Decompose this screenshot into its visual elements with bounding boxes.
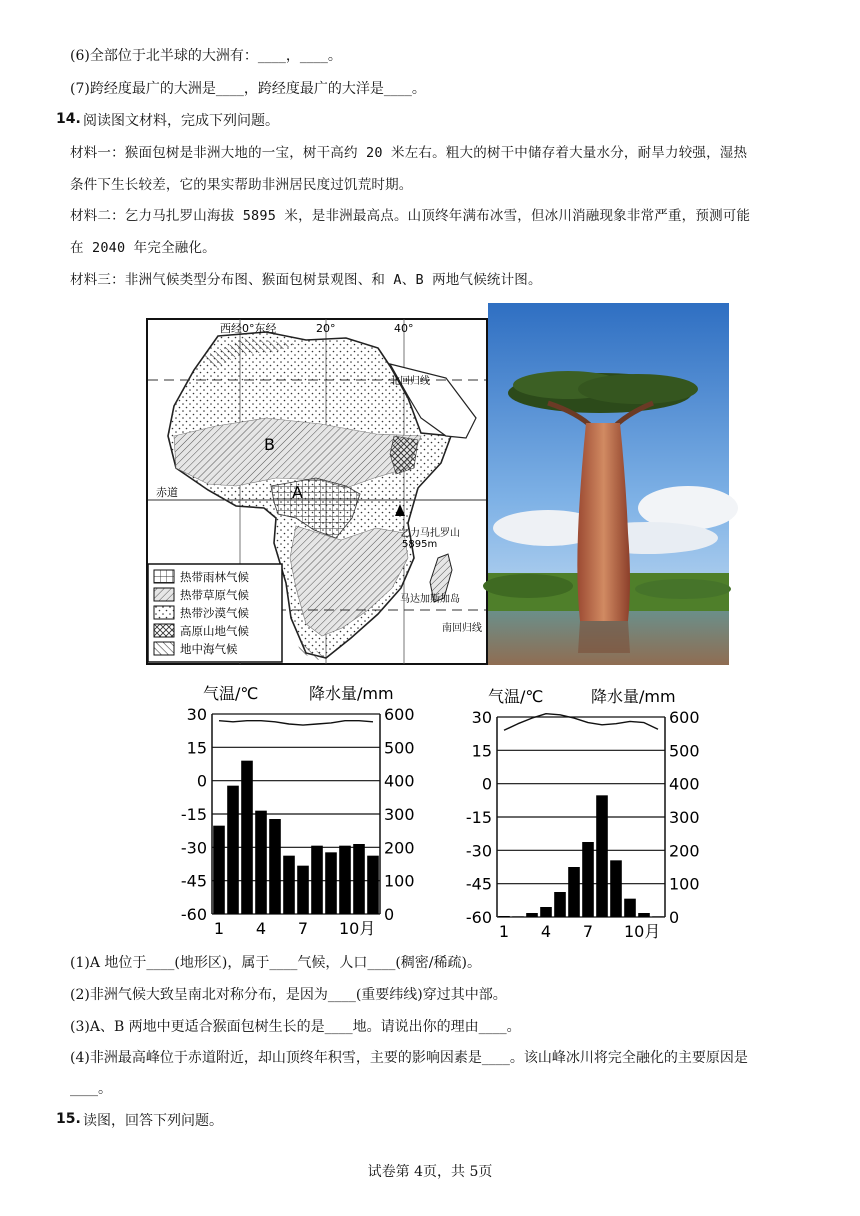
precipitation-bar xyxy=(255,811,267,914)
x-tick-label: 7 xyxy=(297,919,309,938)
temperature-line xyxy=(504,714,658,731)
y2-tick-label: 300 xyxy=(669,808,700,827)
y2-tick-label: 500 xyxy=(384,738,415,758)
precipitation-bar xyxy=(297,866,309,914)
y-tick-label: -30 xyxy=(465,841,492,861)
y2-tick-label: 0 xyxy=(669,908,680,927)
map-madagascar: 马达加斯加岛 xyxy=(400,594,460,605)
material-2-line-2: 在 2040 年完全融化。 xyxy=(70,240,216,256)
y2-tick-label: 600 xyxy=(384,705,415,724)
subquestion-4-line-1: (4)非洲最高峰位于赤道附近，却山顶终年积雪，主要的影响因素是____。该山峰冰川将完全融化的主要原因是 xyxy=(70,1050,748,1066)
precipitation-bar xyxy=(241,761,253,914)
x-tick-label: 4 xyxy=(255,919,267,938)
precipitation-bar xyxy=(526,913,538,917)
material-2-line-1: 材料二：乞力马扎罗山海拔 5895 米，是非洲最高点。山顶终年满布冰雪，但冰川消融现象非常严重，预测可能 xyxy=(70,208,751,224)
temperature-line xyxy=(219,721,373,725)
map-top-label: 西经0°东经 xyxy=(220,322,277,335)
precipitation-bar xyxy=(283,856,295,914)
legend-savanna: 热带草原气候 xyxy=(180,588,249,602)
y-tick-label: 15 xyxy=(471,741,492,761)
precipitation-bar xyxy=(213,826,225,914)
y-tick-label: -30 xyxy=(180,838,207,858)
map-legend xyxy=(148,564,282,662)
precipitation-bar xyxy=(269,819,281,914)
chart-a-y2label: 降水量/mm xyxy=(309,684,394,703)
precipitation-bar xyxy=(624,899,636,917)
chart-b-plot xyxy=(466,708,700,941)
x-tick-label: 1 xyxy=(498,922,510,941)
precipitation-bar xyxy=(596,795,608,917)
y2-tick-label: 400 xyxy=(384,771,415,791)
map-lon-40: 40° xyxy=(394,322,414,335)
map-point-a: A xyxy=(292,483,303,502)
y2-tick-label: 500 xyxy=(669,741,700,761)
precipitation-bar xyxy=(311,846,323,914)
y2-tick-label: 300 xyxy=(384,805,415,824)
x-tick-label: 4 xyxy=(540,922,552,941)
y-tick-label: -45 xyxy=(180,871,207,891)
material-3: 材料三：非洲气候类型分布图、猴面包树景观图、和 A、B 两地气候统计图。 xyxy=(70,272,542,288)
climate-chart-b xyxy=(455,683,700,945)
question-14-number: 14. xyxy=(56,111,81,127)
material-1-line-2: 条件下生长较差，它的果实帮助非洲居民度过饥荒时期。 xyxy=(70,177,413,193)
question-6: (6)全部位于北半球的大洲有：____，____。 xyxy=(70,48,342,64)
precipitation-bar xyxy=(325,852,337,914)
y-tick-label: -45 xyxy=(465,874,492,894)
africa-climate-map xyxy=(146,318,488,665)
precipitation-bar xyxy=(638,913,650,917)
baobab-tree-photo xyxy=(488,303,729,665)
y-tick-label: -60 xyxy=(465,908,492,927)
precipitation-bar xyxy=(610,860,622,917)
y2-tick-label: 600 xyxy=(669,708,700,727)
chart-a-ylabel: 气温/℃ xyxy=(203,684,259,703)
map-tropic-south: 南回归线 xyxy=(442,623,482,634)
x-tick-label: 10月 xyxy=(624,922,661,941)
legend-highland: 高原山地气候 xyxy=(180,624,249,638)
question-15-number: 15. xyxy=(56,1111,81,1127)
material-1-line-1: 材料一：猴面包树是非洲大地的一宝，树干高约 20 米左右。粗大的树干中储存着大量水分，耐旱力较强，湿热 xyxy=(70,145,748,161)
y2-tick-label: 200 xyxy=(669,841,700,861)
y2-tick-label: 0 xyxy=(384,905,395,924)
precipitation-bar xyxy=(582,842,594,917)
precipitation-bar xyxy=(652,916,664,917)
chart-b-ylabel: 气温/℃ xyxy=(488,687,544,706)
legend-rainforest: 热带雨林气候 xyxy=(180,570,249,584)
y2-tick-label: 100 xyxy=(669,874,700,894)
climate-chart-a xyxy=(170,680,415,942)
precipitation-bar xyxy=(367,856,379,914)
subquestion-4-line-2: ____。 xyxy=(70,1081,112,1097)
y-tick-label: 0 xyxy=(196,771,207,791)
subquestion-1: (1)A 地位于____(地形区)，属于____气候，人口____(稠密/稀疏)。 xyxy=(70,955,481,971)
precipitation-bar xyxy=(512,916,524,917)
precipitation-bar xyxy=(498,916,510,917)
y-tick-label: 30 xyxy=(471,708,492,727)
subquestion-3: (3)A、B 两地中更适合猴面包树生长的是____地。请说出你的理由____。 xyxy=(70,1019,521,1035)
legend-desert: 热带沙漠气候 xyxy=(180,606,249,620)
y2-tick-label: 400 xyxy=(669,774,700,794)
x-tick-label: 10月 xyxy=(339,919,376,938)
map-mountain-height: 5895m xyxy=(402,539,438,550)
precipitation-bar xyxy=(554,892,566,917)
page-footer: 试卷第 4页，共 5页 xyxy=(367,1164,493,1180)
y-tick-label: 15 xyxy=(186,738,207,758)
map-point-b: B xyxy=(264,435,275,454)
x-tick-label: 7 xyxy=(582,922,594,941)
y2-tick-label: 200 xyxy=(384,838,415,858)
precipitation-bar xyxy=(353,844,365,914)
question-14-text: 阅读图文材料，完成下列问题。 xyxy=(83,113,279,129)
map-mountain-name: 乞力马扎罗山 xyxy=(400,528,460,539)
precipitation-bar xyxy=(227,786,239,914)
precipitation-bar xyxy=(540,907,552,917)
precipitation-bar xyxy=(339,846,351,914)
question-7: (7)跨经度最广的大洲是____，跨经度最广的大洋是____。 xyxy=(70,81,426,97)
question-15-text: 读图，回答下列问题。 xyxy=(83,1113,223,1129)
y-tick-label: -15 xyxy=(180,805,207,824)
y2-tick-label: 100 xyxy=(384,871,415,891)
y-tick-label: -60 xyxy=(180,905,207,924)
subquestion-2: (2)非洲气候大致呈南北对称分布，是因为____(重要纬线)穿过其中部。 xyxy=(70,987,507,1003)
x-tick-label: 1 xyxy=(213,919,225,938)
y-tick-label: 0 xyxy=(481,774,492,794)
chart-a-plot xyxy=(181,705,415,938)
map-tropic-north: 北回归线 xyxy=(390,376,430,387)
precipitation-bar xyxy=(568,867,580,917)
chart-b-y2label: 降水量/mm xyxy=(591,687,676,706)
map-lon-20: 20° xyxy=(316,322,336,335)
legend-mediterranean: 地中海气候 xyxy=(180,642,238,656)
map-equator: 赤道 xyxy=(156,486,178,499)
y-tick-label: 30 xyxy=(186,705,207,724)
y-tick-label: -15 xyxy=(465,808,492,827)
